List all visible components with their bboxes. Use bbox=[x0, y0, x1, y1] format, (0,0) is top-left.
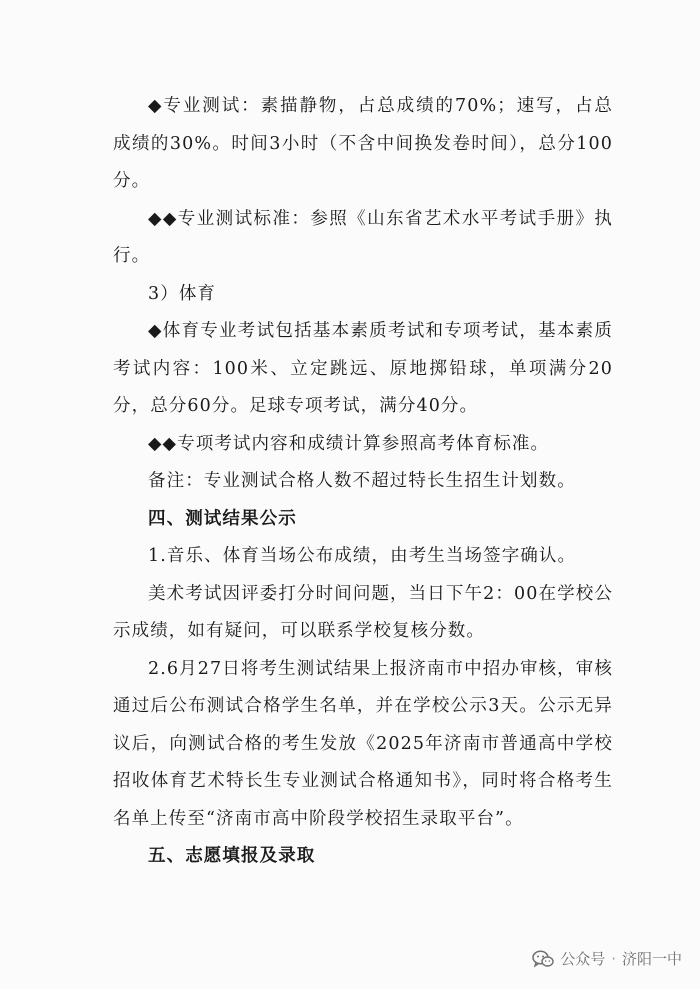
watermark-account: 济阳一中 bbox=[621, 950, 682, 968]
paragraph-pe-content: ◆体育专业考试包括基本素质考试和专项考试，基本素质考试内容：100米、立定跳远、原地掷铅球，单项满分20分，总分60分。足球专项考试，满分40分。 bbox=[113, 321, 613, 416]
watermark-separator: · bbox=[611, 949, 616, 968]
paragraph-art-standard: ◆◆专业测试标准：参照《山东省艺术水平考试手册》执行。 bbox=[113, 208, 613, 266]
paragraph-results-3: 2.6月27日将考生测试结果上报济南市中招办审核，审核通过后公布测试合格学生名单，并在学校公示3天。公示无异议后，向测试合格的考生发放《2025年济南市普通高中学校招收体育艺术特长生专业测试合格通知书》，同时将合格考生名单上传至“济南市高中阶段学校招生录取平台”。 bbox=[113, 658, 613, 829]
wechat-watermark bbox=[532, 948, 682, 969]
paragraph-results-1: 1.音乐、体育当场公布成绩，由考生当场签字确认。 bbox=[148, 546, 577, 566]
pe-heading: 3）体育 bbox=[148, 283, 217, 304]
document-body bbox=[113, 88, 613, 876]
watermark-label: 公众号 bbox=[560, 950, 606, 968]
wechat-icon bbox=[532, 950, 554, 968]
paragraph-note: 备注：专业测试合格人数不超过特长生招生计划数。 bbox=[148, 471, 576, 491]
paragraph-results-2: 美术考试因评委打分时间问题，当日下午2：00在学校公示成绩，如有疑问，可以联系学校复核分数。 bbox=[113, 583, 613, 641]
section-heading-admission: 五、志愿填报及录取 bbox=[148, 846, 316, 866]
section-heading-results: 四、测试结果公示 bbox=[148, 508, 297, 529]
paragraph-pe-standard: ◆◆专项考试内容和成绩计算参照高考体育标准。 bbox=[148, 433, 550, 454]
paragraph-art-test: ◆专业测试：素描静物，占总成绩的70%；速写，占总成绩的30%。时间3小时（不含中间换发卷时间），总分100分。 bbox=[113, 96, 613, 191]
